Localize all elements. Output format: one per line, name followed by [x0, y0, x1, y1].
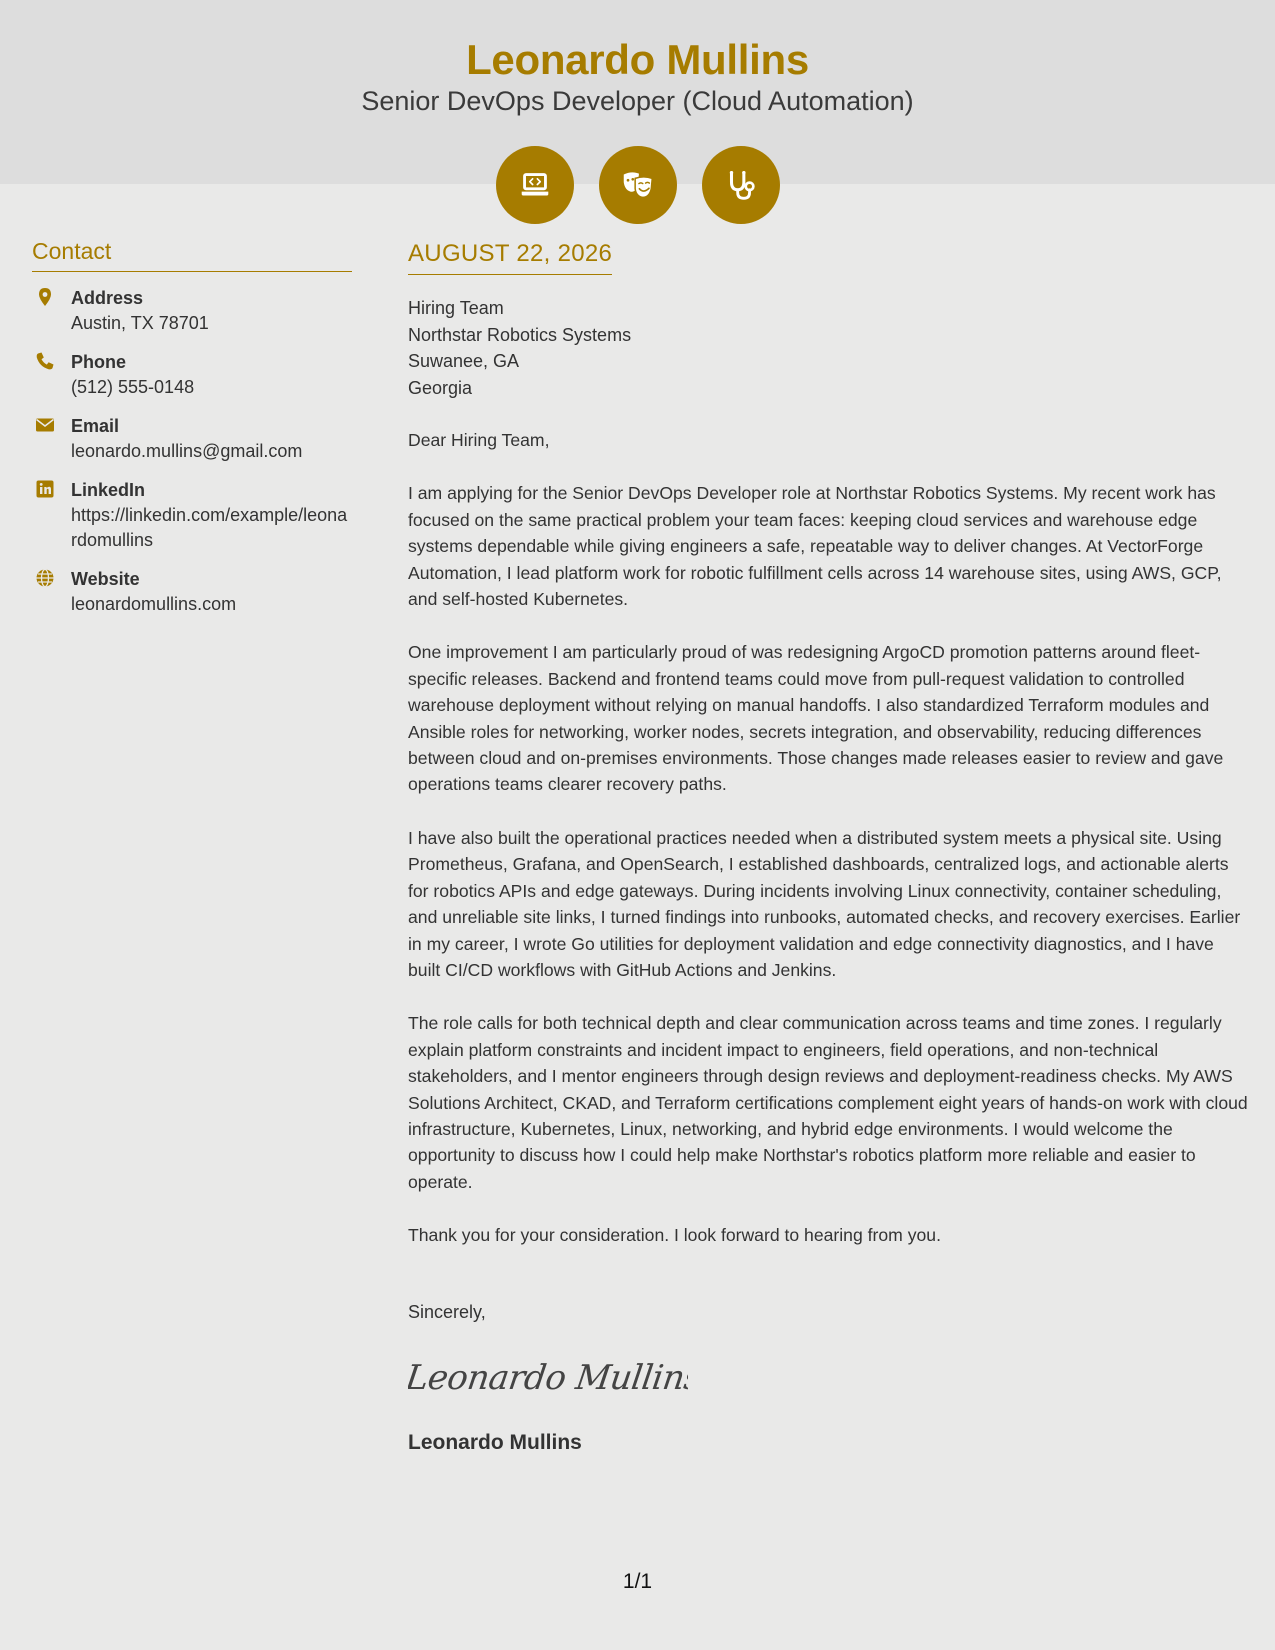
recipient-line: Northstar Robotics Systems — [408, 324, 632, 345]
job-title: Senior DevOps Developer (Cloud Automation) — [361, 86, 914, 116]
contact-address — [32, 286, 352, 336]
contact-linkedin — [32, 478, 352, 553]
body-paragraph: The role calls for both technical depth and clear communication across teams and time zones. I regularly explain platform constraints and incident impact to engineers, field operations, and non-technical stakeholders, and I mentor engineers through design reviews and deployment-readiness checks. My AWS Solutions Architect, CKAD, and Terraform certifications complement eight years of hands-on work with cloud infrastructure, Kubernetes, Linux, networking, and hybrid edge environments. I would welcome the opportunity to discuss how I could help make Northstar's robotics platform more reliable and easier to operate. — [408, 1013, 1248, 1192]
recipient-block — [408, 295, 1248, 401]
contact-heading: Contact — [32, 238, 352, 272]
contact-value[interactable]: leonardomullins.com — [71, 594, 237, 614]
contact-value[interactable]: leonardo.mullins@gmail.com — [71, 441, 303, 461]
recipient-line: Hiring Team — [408, 298, 504, 318]
body-paragraph: Thank you for your consideration. I look forward to hearing from you. — [408, 1225, 941, 1246]
letter-date: AUGUST 22, 2026 — [408, 240, 612, 275]
letter-body — [408, 240, 1248, 1455]
svg-text:Leonardo Mullins: Leonardo Mullins — [408, 1358, 688, 1398]
recipient-line: Suwanee, GA — [408, 351, 520, 371]
map-pin-icon — [35, 287, 55, 307]
contact-sidebar — [32, 238, 352, 617]
signer-name: Leonardo Mullins — [408, 1430, 582, 1454]
recipient-line: Georgia — [408, 377, 473, 398]
contact-value[interactable]: https://linkedin.com/example/leonardomullins — [71, 505, 348, 550]
contact-value: (512) 555-0148 — [71, 377, 195, 397]
contact-label: Website — [71, 569, 140, 589]
contact-value: Austin, TX 78701 — [71, 313, 209, 333]
page-number: 1/1 — [622, 1570, 653, 1593]
handwritten-signature — [408, 1349, 1248, 1409]
contact-label: Address — [71, 288, 144, 308]
applicant-name: Leonardo Mullins — [466, 36, 809, 83]
contact-website — [32, 567, 352, 617]
envelope-icon — [35, 415, 55, 435]
contact-email — [32, 414, 352, 464]
laptop-code-icon — [496, 146, 574, 224]
contact-label: Email — [71, 416, 120, 436]
body-paragraph: One improvement I am particularly proud of was redesigning ArgoCD promotion patterns around fleet-specific releases. Backend and frontend teams could move from pull-request validation to controlled warehouse deployment without relying on manual handoffs. I also standardized Terraform modules and Ansible roles for networking, worker nodes, secrets integration, and observability, reducing differences between cloud and on-premises environments. Those changes made releases easier to review and gave operations teams clearer recovery paths. — [408, 642, 1224, 795]
greeting: Dear Hiring Team, — [408, 430, 550, 450]
theater-masks-icon — [599, 146, 677, 224]
body-paragraph: I have also built the operational practices needed when a distributed system meets a physical site. Using Prometheus, Grafana, and OpenSearch, I established dashboards, centralized logs, and actionable alerts for robotics APIs and edge gateways. During incidents involving Linux connectivity, container scheduling, and unreliable site links, I turned findings into runbooks, automated checks, and recovery exercises. Earlier in my career, I wrote Go utilities for deployment validation and edge connectivity diagnostics, and I have built CI/CD workflows with GitHub Actions and Jenkins. — [408, 827, 1241, 980]
closing: Sincerely, — [408, 1301, 486, 1322]
globe-icon — [35, 568, 55, 588]
linkedin-icon — [35, 479, 55, 499]
stethoscope-icon — [702, 146, 780, 224]
header-icon-row — [496, 146, 780, 224]
phone-icon — [35, 351, 55, 371]
contact-phone — [32, 350, 352, 400]
body-paragraph: I am applying for the Senior DevOps Developer role at Northstar Robotics Systems. My recent work has focused on the same practical problem your team faces: keeping cloud services and warehouse edge systems dependable while giving engineers a safe, repeatable way to deliver changes. At VectorForge Automation, I lead platform work for robotic fulfillment cells across 14 warehouse sites, using AWS, GCP, and self-hosted Kubernetes. — [408, 483, 1222, 610]
contact-label: LinkedIn — [71, 480, 146, 500]
contact-label: Phone — [71, 352, 127, 372]
